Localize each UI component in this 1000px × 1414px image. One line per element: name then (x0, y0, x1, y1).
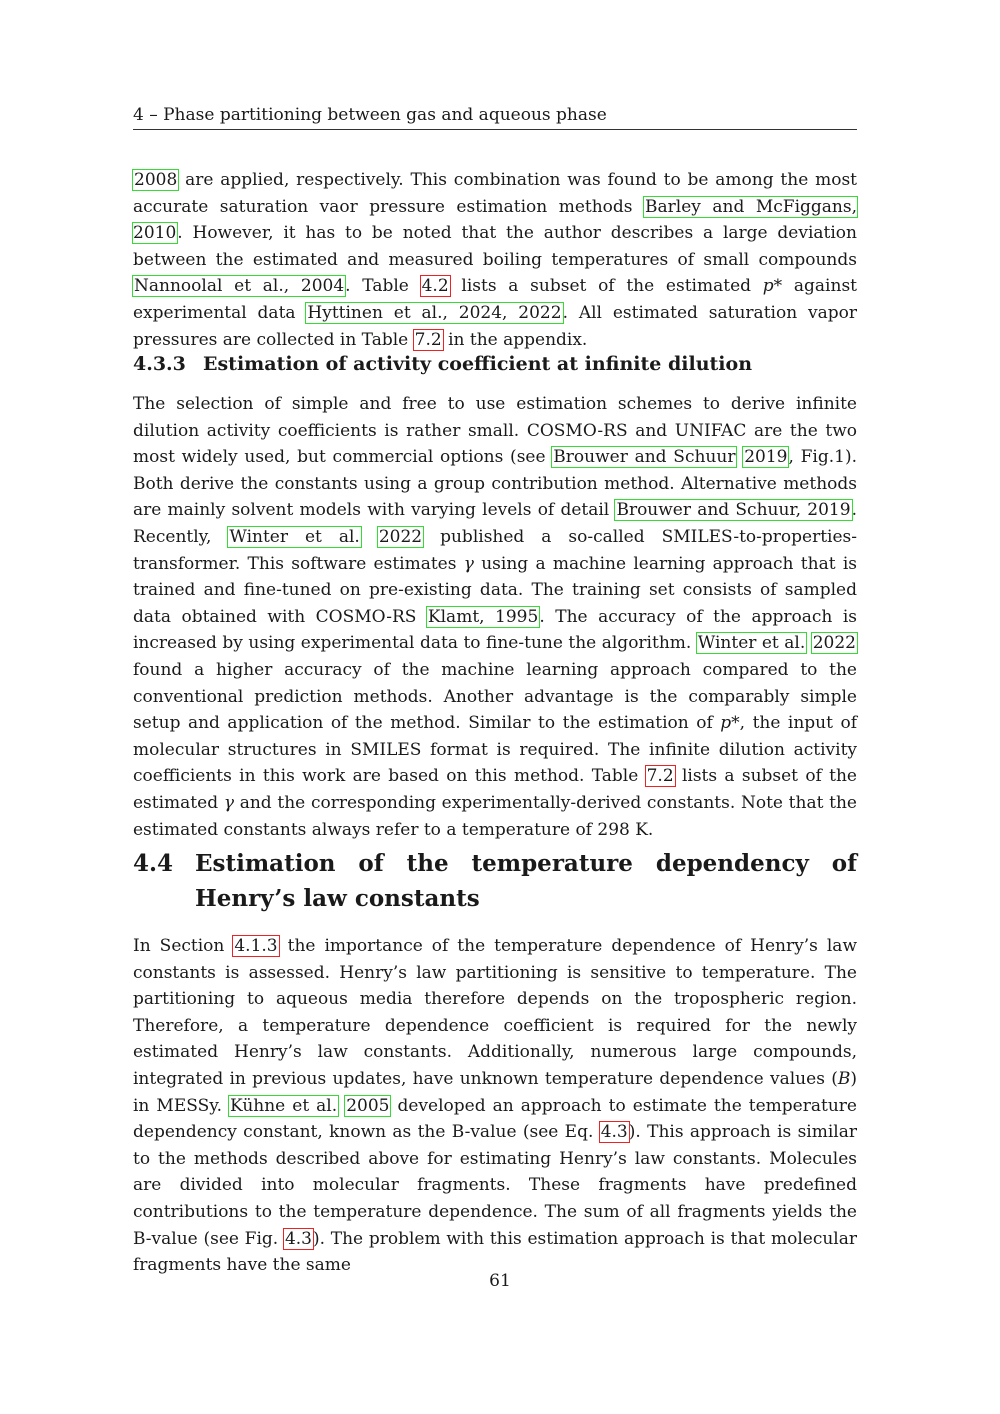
math-symbol: p* (720, 713, 740, 734)
page-number: 61 (489, 1271, 511, 1291)
subsection-title: Estimation of activity coefficient at infinite dilution (203, 353, 753, 375)
figure-reference-link[interactable]: 4.3 (284, 1228, 312, 1249)
citation-link[interactable]: 2022 (378, 526, 423, 547)
citation-link[interactable]: 2008 (134, 170, 178, 190)
citation-link[interactable]: 2005 (346, 1095, 390, 1116)
running-head: 4 – Phase partitioning between gas and aqueous phase (133, 104, 857, 130)
citation-link[interactable]: Hyttinen et al., 2024, 2022 (307, 302, 562, 323)
section-title: Estimation of the temperature dependency of Henry’s law constants (195, 850, 857, 912)
citation-link[interactable]: Brouwer and Schuur, 2019 (616, 500, 851, 521)
citation-link[interactable]: Kühne et al. (230, 1095, 338, 1116)
table-reference-link[interactable]: 4.2 (421, 276, 449, 297)
subsection-heading-4-3-3 (133, 352, 752, 376)
section-reference-link[interactable]: 4.1.3 (234, 936, 278, 956)
paragraph-temperature-dependency: In Section 4.1.3 the importance of the temperature dependence of Henry’s law constants is assessed. Henry’s law partitioning is sensitive to temperature. The partitioning to aqueous media therefore depends on the tropospheric region. Therefore, a temperature dependence coefficient is required for the newly estimated Henry’s law constants. Additionally, numerous large compounds, integrated in previous updates, have unknown temperature dependence values (B) in MESSy. Kühne et al. 2005 developed an approach to estimate the temperature dependency constant, known as the B-value (see Eq. 4.3). This approach is similar to the methods described above for estimating Henry’s law constants. Molecules are divided into molecular fragments. These fragments have predefined contributions to the temperature dependence. The sum of all fragments yields the B-value (see Fig. 4.3). The problem with this estimation approach is that molecular fragments have the same (133, 936, 857, 1276)
citation-link[interactable]: Barley and McFiggans, 2010 (133, 196, 857, 244)
paragraph-activity-coefficient: The selection of simple and free to use estimation schemes to derive infinite dilution activity coefficients is rather small. COSMO-RS and UNIFAC are the two most widely used, but commercial options (see Brouwer and Schuur 2019, Fig.1). Both derive the constants using a group contribution method. Alternative methods are mainly solvent models with varying levels of detail Brouwer and Schuur, 2019. Recently, Winter et al. 2022 published a so-called SMILES-to-properties-transformer. This software estimates γ using a machine learning approach that is trained and fine-tuned on pre-existing data. The training set consists of sampled data obtained with COSMO-RS Klamt, 1995. The accuracy of the approach is increased by using experimental data to fine-tune the algorithm. Winter et al. 2022 found a higher accuracy of the machine learning approach compared to the conventional prediction methods. Another advantage is the comparably simple setup and application of the method. Similar to the estimation of p*, the input of molecular structures in SMILES format is required. The infinite dilution activity coefficients in this work are based on this method. Table 7.2 lists a subset of the estimated γ and the corresponding experimentally-derived constants. Note that the estimated constants always refer to a temperature of 298 K. (133, 394, 857, 840)
math-symbol: γ (223, 792, 234, 813)
section-number: 4.4 (133, 850, 174, 877)
math-symbol: B (837, 1068, 851, 1089)
paragraph-saturation-vapor-pressure: 2008 are applied, respectively. This combination was found to be among the most accurate saturation vaor pressure estimation methods Barley and McFiggans, 2010. However, it has to be noted that the author describes a large deviation between the estimated and measured boiling temperatures of small compounds Nannoolal et al., 2004. Table 4.2 lists a subset of the estimated p* against experimental data Hyttinen et al., 2024, 2022. All estimated saturation vapor pressures are collected in Table 7.2 in the appendix. (133, 170, 857, 350)
math-symbol: γ (463, 553, 474, 574)
citation-link[interactable]: 2019 (744, 447, 788, 468)
citation-link[interactable]: Winter et al. (697, 633, 806, 654)
equation-reference-link[interactable]: 4.3 (600, 1122, 628, 1143)
citation-link[interactable]: Nannoolal et al., 2004 (134, 276, 345, 297)
table-reference-link[interactable]: 7.2 (646, 766, 674, 787)
table-reference-link[interactable]: 7.2 (414, 329, 442, 350)
section-heading-4-4 (133, 846, 857, 916)
citation-link[interactable]: Brouwer and Schuur (553, 447, 736, 468)
subsection-number: 4.3.3 (133, 353, 186, 375)
citation-link[interactable]: Klamt, 1995 (427, 606, 539, 627)
citation-link[interactable]: 2022 (812, 633, 856, 654)
citation-link[interactable]: Winter et al. (229, 526, 360, 547)
math-symbol: p* (762, 276, 783, 297)
